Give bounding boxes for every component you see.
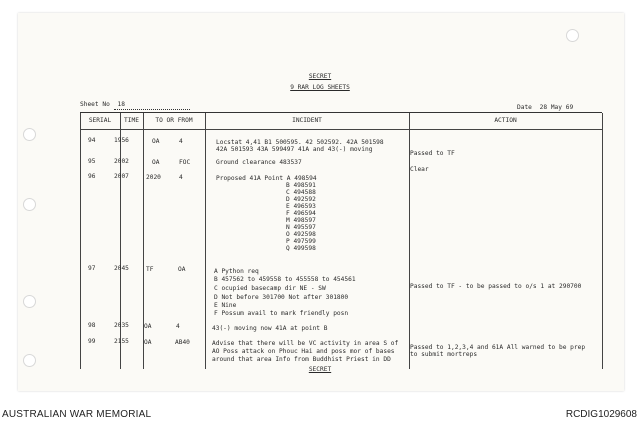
- from-cell: FOC: [179, 159, 191, 166]
- incident-line: Locstat 4,41 B1 500595. 42 502592. 42A 501598: [216, 139, 384, 146]
- col-header-time: TIME: [124, 117, 139, 124]
- incident-line: E Nine: [214, 302, 237, 309]
- to-cell: OA: [144, 339, 152, 346]
- incident-line: Ground clearance 483537: [216, 159, 302, 166]
- incident-line: F Possum avail to mark friendly posn: [214, 310, 349, 317]
- grid-line: [80, 129, 602, 130]
- incident-line: P 497599: [286, 238, 316, 245]
- col-header-action: ACTION: [494, 117, 517, 124]
- incident-line: B 498591: [286, 182, 316, 189]
- incident-line: C ocupied basecamp dir NE - SW: [214, 285, 326, 292]
- incident-line: B 457562 to 459558 to 455558 to 454561: [214, 276, 356, 283]
- incident-line: A Python req: [214, 268, 259, 275]
- classification-top: SECRET: [308, 73, 332, 80]
- incident-line: F 496594: [286, 210, 316, 217]
- time-cell: 1956: [114, 137, 129, 144]
- grid-line: [120, 113, 121, 369]
- serial-cell: 94: [88, 137, 96, 144]
- col-header-serial: SERIAL: [88, 117, 112, 124]
- time-cell: 2035: [114, 322, 129, 329]
- grid-line: [602, 113, 603, 369]
- incident-line: Advise that there will be VC activity in area S of: [212, 340, 399, 347]
- from-cell: 4: [176, 323, 180, 330]
- punch-hole: [23, 128, 36, 141]
- serial-cell: 99: [88, 338, 96, 345]
- grid-line: [205, 113, 206, 369]
- time-cell: 2007: [114, 173, 129, 180]
- action-line: Clear: [410, 166, 429, 173]
- time-cell: 2155: [114, 338, 129, 345]
- serial-cell: 96: [88, 173, 96, 180]
- col-header-to-from: TO OR FROM: [155, 117, 193, 124]
- footer-catalogue-id: RCDIG1029608: [565, 409, 637, 420]
- serial-cell: 97: [88, 265, 96, 272]
- incident-line: 42A 501593 43A 599497 41A and 43(-) moving: [216, 146, 373, 153]
- serial-cell: 95: [88, 158, 96, 165]
- from-cell: AB40: [175, 339, 190, 346]
- punch-hole: [23, 198, 36, 211]
- action-line: Passed to 1,2,3,4 and 61A All warned to be prep: [410, 344, 586, 351]
- classification-bottom: SECRET: [300, 366, 340, 374]
- action-line: Passed to TF - to be passed to o/s 1 at 290700: [410, 283, 582, 290]
- punch-hole: [566, 29, 579, 42]
- time-cell: 2045: [114, 265, 129, 272]
- incident-line: N 495597: [286, 224, 316, 231]
- to-cell: 2020: [146, 174, 161, 181]
- to-cell: OA: [152, 159, 160, 166]
- from-cell: 4: [179, 174, 183, 181]
- incident-line: around that area Info from Buddhist Priest in DD: [212, 356, 391, 363]
- incident-line: Q 499598: [286, 245, 316, 252]
- incident-line: Proposed 41A Point A 498594: [216, 175, 317, 182]
- from-cell: 4: [179, 138, 183, 145]
- incident-line: 43(-) moving now 41A at point B: [212, 325, 328, 332]
- serial-cell: 98: [88, 322, 96, 329]
- sheet-label: Sheet No: [80, 101, 110, 108]
- from-cell: OA: [178, 266, 186, 273]
- incident-line: D Not before 301700 Not after 301800: [214, 294, 349, 301]
- action-line: Passed to TF: [410, 150, 455, 157]
- col-header-incident: INCIDENT: [292, 117, 322, 124]
- date-value: 28 May 69: [539, 104, 574, 111]
- sheet-number-value: [114, 101, 190, 110]
- incident-line: AO Poss attack on Phouc Hai and poss mor of bases: [212, 348, 395, 355]
- sheet-no: 18: [117, 101, 125, 108]
- incident-line: D 492592: [286, 196, 316, 203]
- log-title: 9 RAR LOG SHEETS: [290, 84, 350, 91]
- time-cell: 2002: [114, 158, 129, 165]
- grid-line: [80, 113, 81, 369]
- action-line: to submit mortreps: [410, 351, 478, 358]
- date-label: Date: [517, 104, 532, 111]
- sheet-number: [80, 101, 190, 110]
- to-cell: OA: [152, 138, 160, 145]
- to-cell: TF: [146, 266, 154, 273]
- to-cell: OA: [144, 323, 152, 330]
- incident-line: C 494588: [286, 189, 316, 196]
- punch-hole: [23, 354, 36, 367]
- archive-footer: [0, 403, 640, 422]
- incident-line: E 496593: [286, 203, 316, 210]
- incident-line: O 492598: [286, 231, 316, 238]
- punch-hole: [23, 295, 36, 308]
- footer-institution: AUSTRALIAN WAR MEMORIAL: [2, 409, 152, 420]
- incident-line: M 498597: [286, 217, 316, 224]
